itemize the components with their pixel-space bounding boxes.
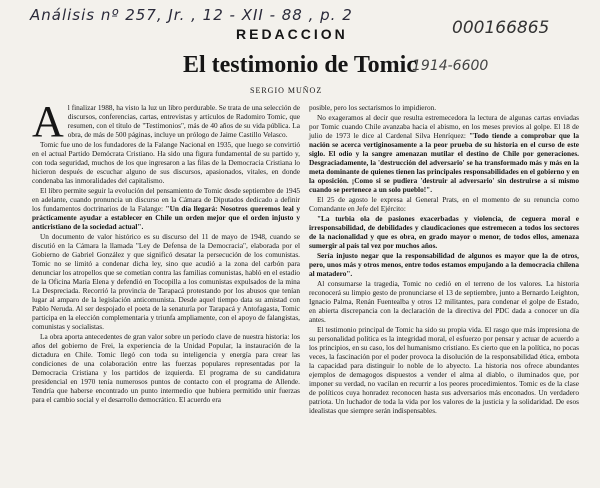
paragraph: El testimonio principal de Tomic ha sido su propia vida. El rasgo que más impresiona de su personalidad política es la integridad moral, el esfuerzo por pensar y actuar de acuerdo a los principios, en su caso, los del humanismo cristiano. Es cierto que en la política, no pocas veces, la fascinación por el poder provoca la disolución de la responsabilidad ética, embota la capacidad para distinguir lo noble de lo abyecto. La historia nos ofrece abundantes ejemplos de demagogos dispuestos a vender el alma al diablo, o iluminados que, por imponer su verdad, no vacilan en recurrir a los peores procedimientos. Tomic es de la clase de políticos cuya honradez reconocen hasta sus adversarios más enconados. Un verdadero patriota. Un luchador de toda la vida por los valores de la justicia y la solidaridad. De esos idealistas que siempre serán indispensables. [309, 325, 579, 415]
catalog-number: 000166865 [452, 18, 550, 38]
paragraph: posible, pero los sectarismos lo impidieron. [309, 103, 437, 112]
paragraph: El libro permite seguir la evolución del pensamiento de Tomic desde septiembre de 1945 en adelante, cuando pronuncia un discurso en la Cámara de Diputados dedicado a definir los fundamentos doctrinarios de la Falange: "Un día llegará: Nosotros queremos leal y prácticamente ayudar a establecer en Chile un orden mejor que el orden injusto y anticristiano de la sociedad actual". [32, 186, 300, 231]
article-title: El testimonio de Tomic [182, 52, 417, 78]
quote: "Todo tiende a comprobar que la nación se acerca vertiginosamente a la peor prueba de su historia en el curso de este siglo. El odio y la sangre amenazan mutilar el destino de Chile por generaciones. Desgraciadamente, la 'destrucción del adversario' se ha transformado más y más en la meta dominante de quienes tienen las principales responsabilidades en el gobierno y en la oposición. ¡Como si se pudiera 'destruir al adversario' sin destruirse a sí mismo cuando se pertenece a un solo pueblo!". [309, 131, 580, 194]
handwritten-source-note: Análisis nº 257, Jr. , 12 - XII - 88 , p. 2 [30, 6, 353, 24]
section-heading: REDACCION [236, 26, 348, 42]
quote: Sería injusto negar que la responsabilidad de algunos es mayor que la de otros, pero, unos más y otros menos, entre todos estamos empujando a la democracia chilena al matadero". [309, 251, 579, 278]
right-column [309, 103, 579, 416]
paragraph: No exageramos al decir que resulta estremecedora la lectura de algunas cartas enviadas por Tomic cuando Chile avanzaba hacia el abismo, en los meses previos al golpe. El 18 de julio de 1973 le dice al Cardenal Silva Henríquez: "Todo tiende a comprobar que la nación se acerca vertiginosamente a la peor prueba de su historia en el curso de este siglo. El odio y la sangre amenazan mutilar el destino de Chile por generaciones. Desgraciadamente, la 'destrucción del adversario' se ha transformado más y más en la meta dominante de quienes tienen las principales responsabilidades en el gobierno y en la oposición. ¡Como si se pudiera 'destruir al adversario' sin destruirse a sí mismo cuando se pertenece a un solo pueblo!". [309, 113, 580, 194]
paragraph: Al consumarse la tragedia, Tomic no cedió en el terreno de los valores. La historia reconocerá su limpio gesto de pronunciarse el 13 de septiembre, junto a Bernardo Leighton, Ignacio Palma, Renán Fuentealba y otros 12 militantes, para condenar el golpe de Estado, en abierta discrepancia con la declaración de la directiva del PDC dada a conocer un día antes. [309, 279, 579, 324]
handwritten-stamp: 1914-6600 [412, 58, 489, 74]
quote: "La turbia ola de pasiones exacerbadas y violencia, de ceguera moral e irresponsabilidad, de debilidades y claudicaciones que estremecen a todos los sectores de la nacionalidad y que es obra, en grado mayor o menor, de todos ellos, amenaza sumergir al país tal vez por muchos años. [309, 214, 579, 250]
article-author: SERGIO MUÑOZ [250, 86, 323, 95]
paragraph: El 25 de agosto le expresa al General Prats, en el momento de su renuncia como Comandante en Jefe del Ejército: [309, 195, 579, 213]
paragraph: Al finalizar 1988, ha visto la luz un libro perdurable. Se trata de una selección de discursos, conferencias, cartas, entrevistas y artículos de Radomiro Tomic, que resumen, con el título de "Testimonios", más de 40 años de su vida pública. La obra, de más de 500 páginas, incluye un prólogo de Jaime Castillo Velasco. [32, 97, 300, 146]
paragraph: Un documento de valor histórico es su discurso del 11 de mayo de 1948, cuando se discutió en la Cámara la llamada "Ley de Defensa de la Democracia", elaborada por el Gobierno de Gabriel González y que significó desatar la persecución de los comunistas. Tomic no se limitó a condenar dicha ley, sino que acudió a la zona del carbón para denunciar los atropellos que se cometían contra las familias comunistas, habló en el estadio de la Oficina María Elena y defendió en Tocopilla a los comunistas expulsados de la mina La Despreciada. Recorrió la provincia de Tarapacá protestando por los abusos que tenían lugar al amparo de la legislación anticomunista. Desde aquel tiempo data su amistad con Pablo Neruda. Al ser despojado el poeta de la senaturía por Tarapacá y Antofagasta, Tomic participa en la elección complementaria y triunfa ampliamente, con el apoyo de falangistas, comunistas y socialistas. [32, 232, 300, 331]
left-column [32, 97, 300, 405]
quote: "Un día llegará: Nosotros queremos leal y prácticamente ayudar a establecer en Chile un orden mejor que el orden injusto y anticristiano de la sociedad actual". [32, 204, 300, 231]
paragraph: La obra aporta antecedentes de gran valor sobre un período clave de nuestra historia: los años del gobierno de Frei, la experiencia de la Unidad Popular, la instauración de la dictadura en Chile. Tomic llegó con toda su inteligencia y energía para crear las condiciones de una colaboración entre las fuerzas populares representadas por la Democracia Cristiana y los partidos de izquierda. El programa de su candidatura presidencial en 1970 tenía numerosos puntos de contacto con el programa de Allende. Tendría que haberse encontrado un punto intermedio que hubiera permitido unir fuerzas para el cambio social y el desarrollo democrático. El acuerdo era [32, 332, 300, 404]
drop-cap: A [32, 97, 64, 146]
paragraph: Tomic fue uno de los fundadores de la Falange Nacional en 1935, que luego se convirtió en el actual Partido Demócrata Cristiano. Ha sido una figura fundamental de su partido y, con toda seguridad, muchos de los que ingresaron a las filas de la Democracia Cristiana lo hicieron después de escuchar alguno de sus discursos, apasionados, vitales, en donde condenaba las inmoralidades del capitalismo. [32, 140, 300, 185]
